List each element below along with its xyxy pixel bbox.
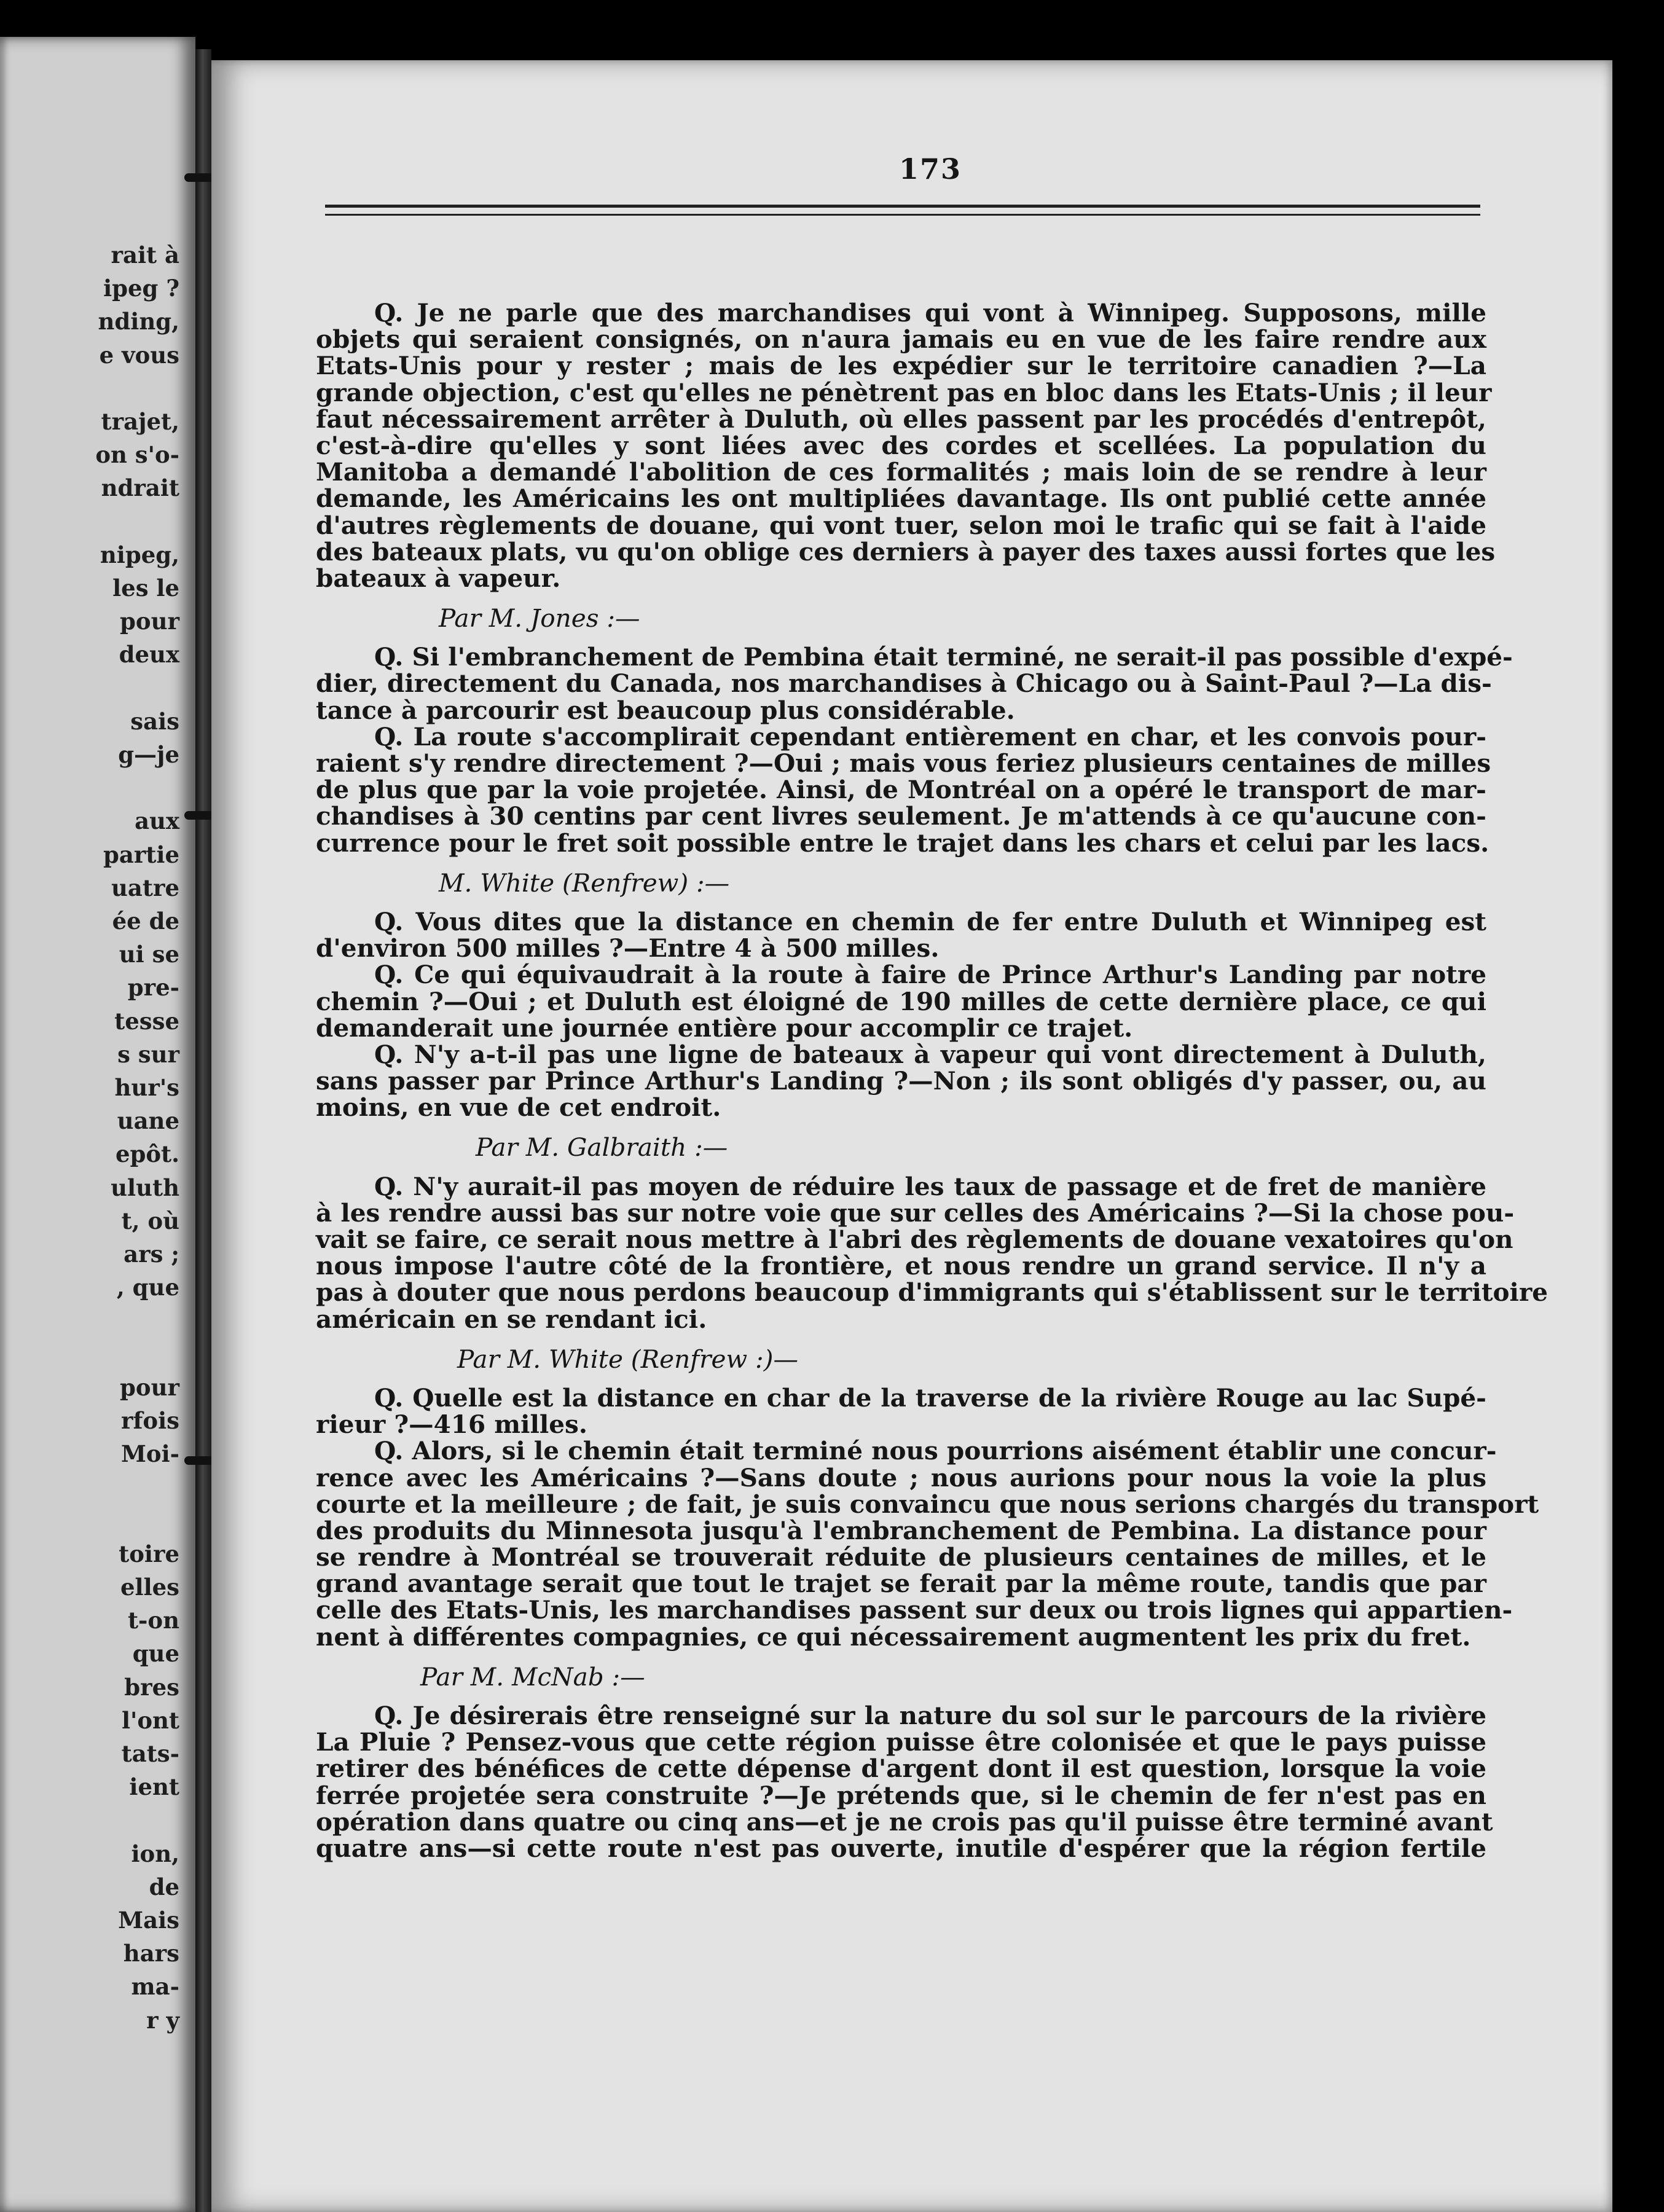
previous-page-line: t, où <box>121 1207 179 1234</box>
text-line: rieur ?—416 milles. <box>316 1410 587 1440</box>
text-line: opération dans quatre ou cinq ans—et je ne crois pas qu'il puisse être terminé avant <box>316 1806 1493 1837</box>
previous-page-line: epôt. <box>115 1140 179 1168</box>
previous-page-line: r y <box>146 2006 179 2034</box>
text-line: d'autres règlements de douane, qui vont tuer, selon moi le trafic qui se fait à l'aide <box>316 510 1486 540</box>
previous-page-line: ars ; <box>124 1241 179 1268</box>
text-line: faut nécessairement arrêter à Duluth, où elles passent par les procédés d'entrepôt, <box>316 404 1486 434</box>
previous-page-line: toire <box>119 1540 179 1567</box>
text-line: Q. Ce qui équivaudrait à la route à faire de Prince Arthur's Landing par notre <box>374 960 1486 990</box>
previous-page-line: rait à <box>111 241 179 269</box>
text-line: grand avantage serait que tout le trajet se ferait par la même route, tandis que par <box>316 1569 1486 1599</box>
paragraph <box>316 642 1513 725</box>
paragraph <box>316 298 1496 593</box>
previous-page-line: partie <box>103 841 179 868</box>
previous-page-line: g—je <box>118 741 179 768</box>
previous-page-line: nipeg, <box>100 541 179 568</box>
paragraph <box>316 1701 1493 1863</box>
text-line: currence pour le fret soit possible entre le trajet dans les chars et celui par les lacs. <box>316 828 1489 858</box>
text-line: tance à parcourir est beaucoup plus considérable. <box>316 695 1015 725</box>
previous-page-line: e vous <box>99 341 179 369</box>
text-line: chemin ?—Oui ; et Duluth est éloigné de 190 milles de cette dernière place, ce qui <box>316 986 1486 1016</box>
previous-page-line: uatre <box>111 874 179 901</box>
text-line: des bateaux plats, vu qu'on oblige ces derniers à payer des taxes aussi fortes que les <box>316 536 1496 567</box>
previous-page-line: l'ont <box>121 1706 179 1734</box>
paragraph <box>316 962 1486 1041</box>
previous-page-line: t-on <box>127 1607 179 1634</box>
previous-page-line: pour <box>120 1373 179 1401</box>
previous-page-strip <box>0 37 195 2212</box>
text-line: vait se faire, ce serait nous mettre à l'abri des règlements de douane vexatoires qu'on <box>316 1225 1513 1254</box>
text-line: se rendre à Montréal se trouverait réduite de plusieurs centaines de milles, et le <box>316 1542 1486 1572</box>
previous-page-line: deux <box>119 641 179 669</box>
previous-page-line: les le <box>112 575 179 602</box>
paragraph <box>316 906 1486 963</box>
previous-page-line: pre- <box>127 974 179 1002</box>
text-line: Q. Quelle est la distance en char de la traverse de la rivière Rouge au lac Supé- <box>374 1382 1486 1413</box>
speaker-heading: Par M. Jones :— <box>439 603 640 633</box>
previous-page-line: ion, <box>131 1840 179 1867</box>
text-line: Q. Je ne parle que des marchandises qui vont à Winnipeg. Supposons, mille <box>374 298 1486 327</box>
previous-page-line: ui se <box>119 941 179 968</box>
previous-page-line: Moi- <box>120 1440 179 1468</box>
text-line: chandises à 30 centins par cent livres seulement. Je m'attends à ce qu'aucune con- <box>316 801 1486 831</box>
text-line: sans passer par Prince Arthur's Landing ?—Non ; ils sont obligés d'y passer, ou, au <box>316 1066 1486 1096</box>
previous-page-line: nding, <box>98 308 179 335</box>
previous-page-line: ipeg ? <box>103 275 179 302</box>
previous-page-line: tats- <box>121 1740 179 1767</box>
text-line: américain en se rendant ici. <box>316 1304 707 1334</box>
text-line: La Pluie ? Pensez-vous que cette région puisse être colonisée et que le pays puisse <box>316 1727 1486 1757</box>
previous-page-line: pour <box>120 608 179 635</box>
previous-page-line: que <box>132 1640 179 1668</box>
text-line: raient s'y rendre directement ?—Oui ; mais vous feriez plusieurs centaines de milles <box>316 748 1491 778</box>
text-line: retirer des bénéfices de cette dépense d'argent dont il est question, lorsque la voie <box>316 1754 1486 1784</box>
header-rule-bottom <box>325 214 1480 216</box>
text-line: dier, directement du Canada, nos marchandises à Chicago ou à Saint-Paul ?—La dis- <box>316 669 1492 699</box>
text-line: Q. Alors, si le chemin était terminé nous pourrions aisément établir une concur- <box>374 1436 1497 1466</box>
previous-page-line: , que <box>116 1274 179 1301</box>
previous-page-line: sais <box>130 707 179 735</box>
previous-page-line: ma- <box>131 1973 179 2001</box>
previous-page-line: s sur <box>117 1040 179 1068</box>
text-line: rence avec les Américains ?—Sans doute ; nous aurions pour nous la voie la plus <box>316 1462 1486 1492</box>
text-line: celle des Etats-Unis, les marchandises passent sur deux ou trois lignes qui appartien- <box>316 1595 1513 1625</box>
text-line: Q. Vous dites que la distance en chemin de fer entre Duluth et Winnipeg est <box>374 906 1486 936</box>
text-line: grande objection, c'est qu'elles ne pénètrent pas en bloc dans les Etats-Unis ; il leur <box>316 377 1492 407</box>
paragraph <box>316 1436 1539 1652</box>
text-line: demande, les Américains les ont multipliées davantage. Ils ont publié cette année <box>316 484 1486 514</box>
text-line: des produits du Minnesota jusqu'à l'embranchement de Pembina. La distance pour <box>316 1515 1486 1545</box>
speaker-heading: M. White (Renfrew) :— <box>439 868 730 898</box>
text-line: Q. La route s'accomplirait cependant entièrement en char, et les convois pour- <box>374 721 1486 751</box>
speaker-heading: Par M. Galbraith :— <box>476 1132 728 1163</box>
text-line: bateaux à vapeur. <box>316 563 561 593</box>
previous-page-line: ndrait <box>101 474 179 502</box>
text-line: nent à différentes compagnies, ce qui nécessairement augmentent les prix du fret. <box>316 1622 1471 1652</box>
previous-page-line: ient <box>129 1773 179 1801</box>
previous-page-line: tesse <box>114 1007 179 1035</box>
previous-page-line: uluth <box>111 1174 179 1201</box>
previous-page-line: aux <box>135 807 179 835</box>
text-line: de plus que par la voie projetée. Ainsi, de Montréal on a opéré le transport de mar- <box>316 775 1486 805</box>
previous-page-line: de <box>149 1873 179 1900</box>
previous-page-line: rfois <box>121 1407 179 1434</box>
text-line: Etats-Unis pour y rester ; mais de les expédier sur le territoire canadien ?—La <box>316 351 1486 381</box>
previous-page-line: hars <box>123 1940 179 1967</box>
previous-page-line: hur's <box>114 1074 179 1101</box>
text-line: à les rendre aussi bas sur notre voie que sur celles des Américains ?—Si la chose pou- <box>316 1198 1515 1228</box>
text-line: demanderait une journée entière pour accomplir ce trajet. <box>316 1013 1133 1043</box>
text-line: ferrée projetée sera construite ?—Je prétends que, si le chemin de fer n'est pas en <box>316 1780 1486 1810</box>
text-line: nous impose l'autre côté de la frontière, et nous rendre un grand service. Il n'y a <box>316 1251 1486 1281</box>
body-text <box>316 298 1548 1863</box>
text-line: d'environ 500 milles ?—Entre 4 à 500 milles. <box>316 933 940 963</box>
previous-page-line: ée de <box>112 908 179 935</box>
paragraph <box>316 1041 1486 1121</box>
page <box>211 60 1612 2212</box>
text-line: Q. Si l'embranchement de Pembina était terminé, ne serait-il pas possible d'expé- <box>374 642 1513 672</box>
text-line: courte et la meilleure ; de fait, je suis convaincu que nous serions chargés du transport <box>316 1489 1539 1519</box>
text-line: objets qui seraient consignés, on n'aura jamais eu en vue de les faire rendre aux <box>316 324 1486 355</box>
text-line: Manitoba a demandé l'abolition de ces formalités ; mais loin de se rendre à leur <box>316 457 1486 487</box>
book-spine <box>195 49 211 2212</box>
paragraph <box>316 721 1491 858</box>
previous-page-line: on s'o- <box>95 441 179 469</box>
text-line: quatre ans—si cette route n'est pas ouverte, inutile d'espérer que la région fertile <box>316 1833 1486 1863</box>
text-line: Q. N'y a-t-il pas une ligne de bateaux à vapeur qui vont directement à Duluth, <box>374 1039 1486 1069</box>
previous-page-line: bres <box>124 1673 179 1701</box>
previous-page-line: Mais <box>118 1907 179 1934</box>
text-line: c'est-à-dire qu'elles y sont liées avec des cordes et scellées. La population du <box>316 430 1486 460</box>
previous-page-line: elles <box>120 1574 179 1601</box>
page-number: 173 <box>898 152 962 186</box>
speaker-heading: Par M. McNab :— <box>420 1661 645 1692</box>
header-rule-top <box>325 205 1480 208</box>
speaker-heading: Par M. White (Renfrew :)— <box>457 1344 798 1374</box>
text-line: Q. Je désirerais être renseigné sur la nature du sol sur le parcours de la rivière <box>374 1701 1486 1730</box>
text-line: moins, en vue de cet endroit. <box>316 1092 721 1123</box>
text-line: pas à douter que nous perdons beaucoup d'immigrants qui s'établissent sur le territoire <box>316 1277 1548 1308</box>
previous-page-line: trajet, <box>101 408 179 435</box>
text-line: Q. N'y aurait-il pas moyen de réduire les taux de passage et de fret de manière <box>374 1171 1486 1201</box>
paragraph <box>316 1171 1548 1334</box>
paragraph <box>316 1382 1486 1440</box>
previous-page-line: uane <box>117 1107 179 1135</box>
